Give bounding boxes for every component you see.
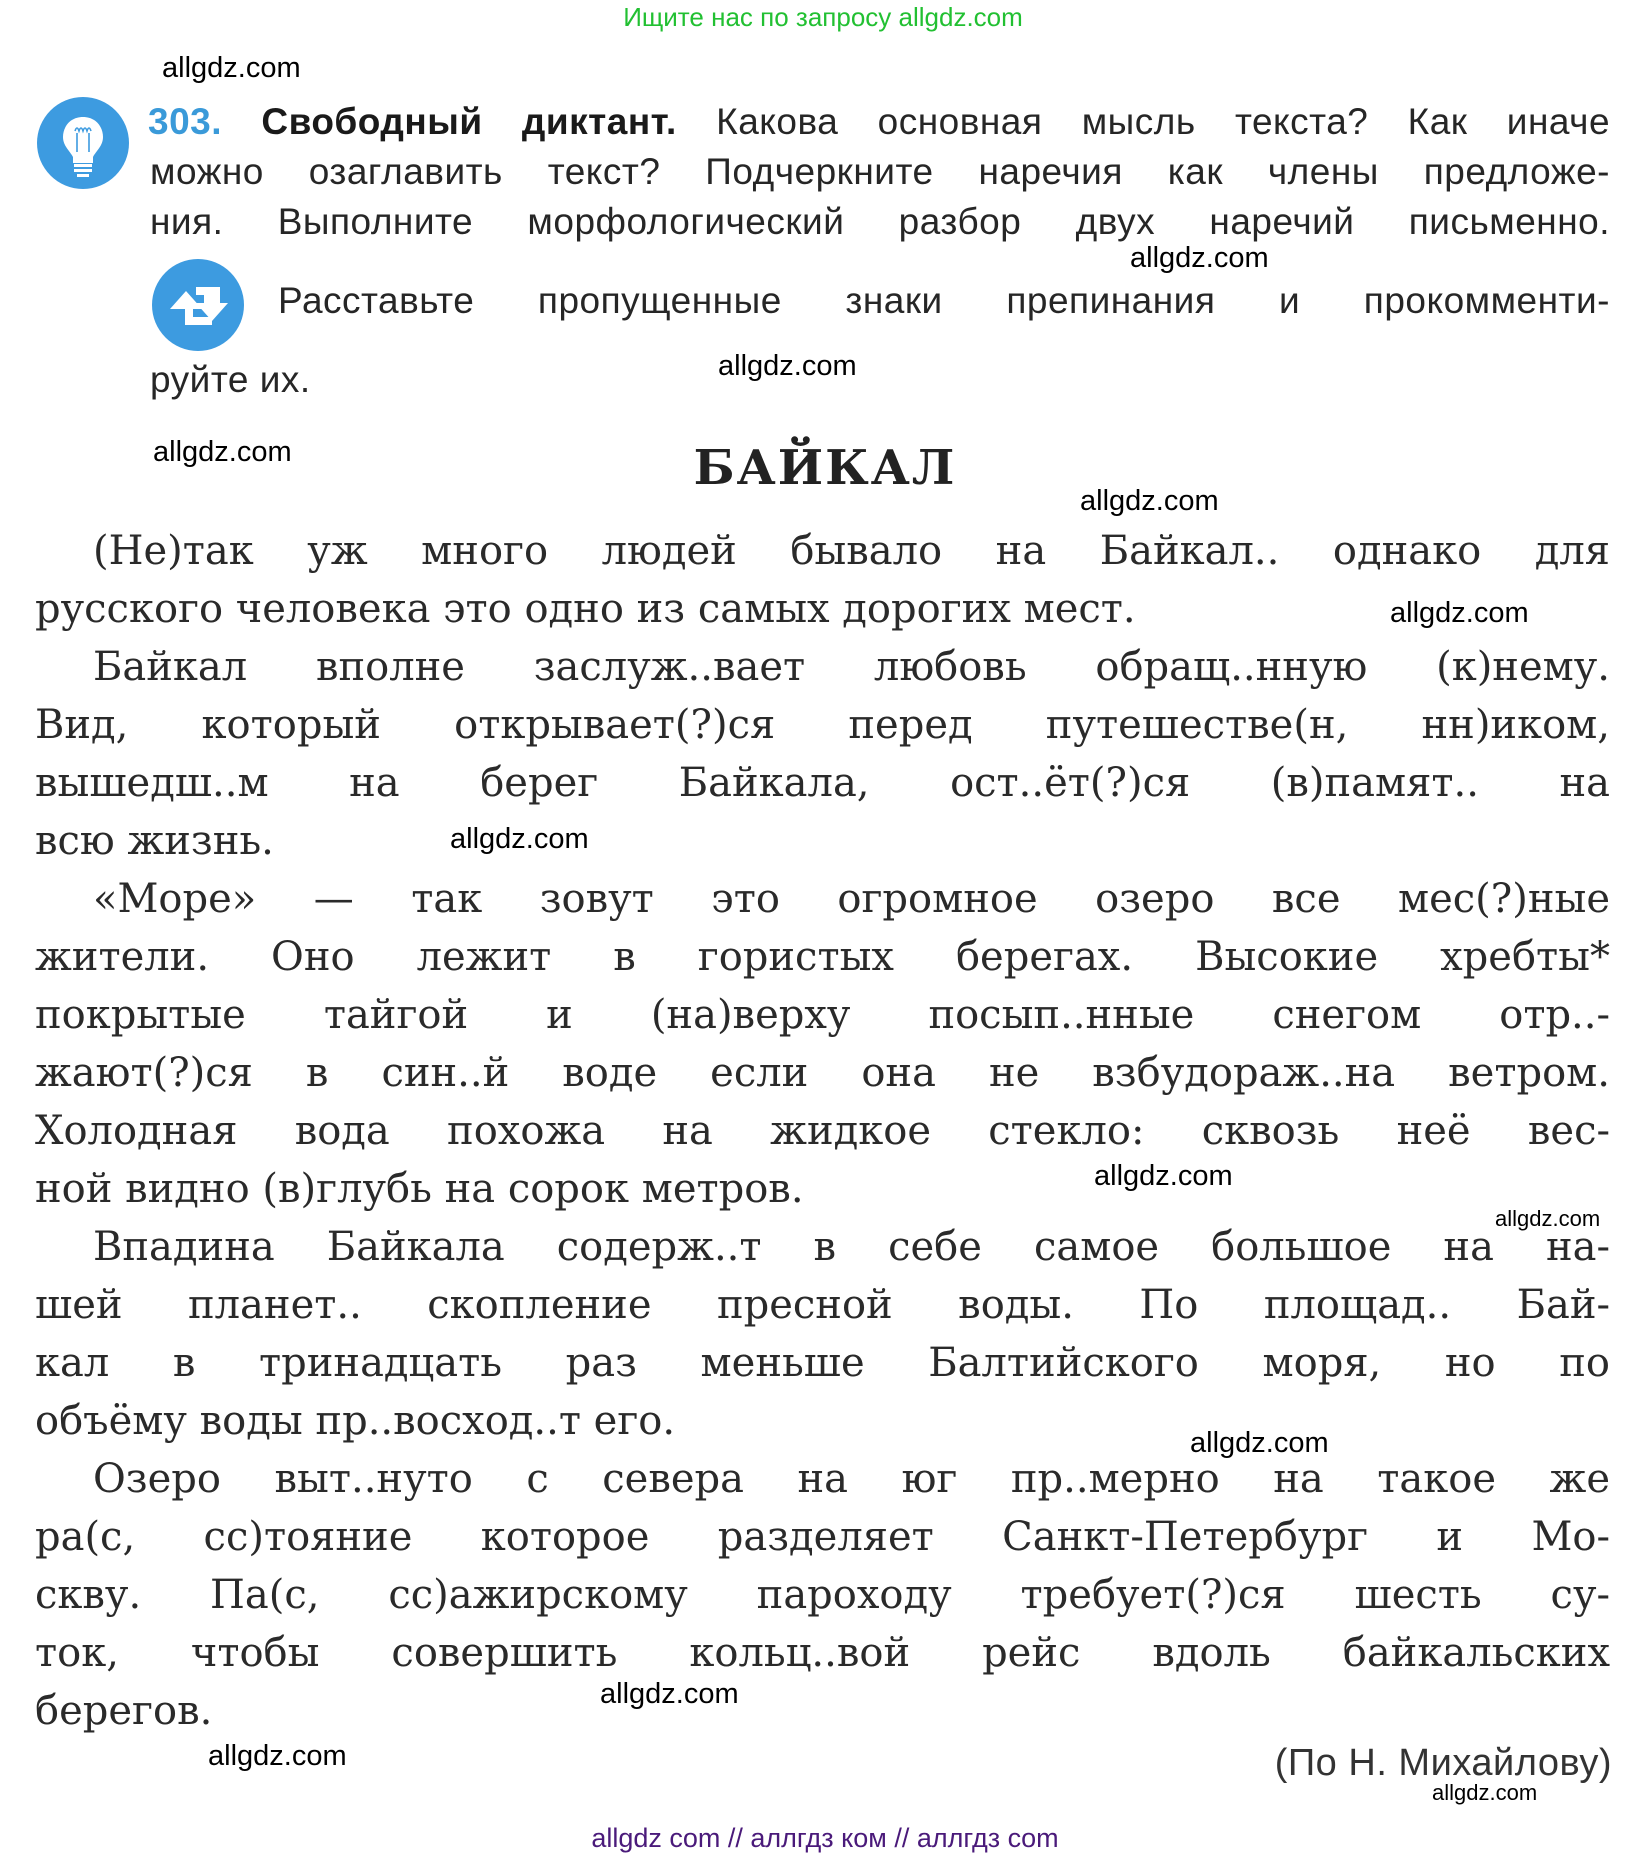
task-text: Какова основная мысль текста? Как иначе [716, 101, 1611, 142]
exercise-task-line: ния. Выполните морфологический разбор двух наречий письменно. [150, 201, 1610, 242]
watermark: allgdz.com [208, 1740, 347, 1772]
text-line: ной видно (в)глубь на сорок метров. [35, 1166, 804, 1212]
watermark: allgdz.com [718, 350, 857, 382]
watermark: allgdz.com [600, 1678, 739, 1710]
text-line: объёму воды пр..восход..т его. [35, 1398, 676, 1444]
extra-task-line: руйте их. [150, 359, 311, 400]
text-line: «Море» — так зовут это огромное озеро все мес(?)ные [93, 876, 1610, 922]
text-line: (Не)так уж много людей бывало на Байкал.. однако для [93, 528, 1610, 574]
text-line: жители. Оно лежит в гористых берегах. Высокие хребты* [35, 934, 1610, 980]
lightbulb-icon [37, 97, 129, 189]
text-line: берегов. [35, 1688, 213, 1734]
exercise-task-line [148, 100, 1610, 144]
text-line: Байкал вполне заслуж..вает любовь обращ..нную (к)нему. [93, 644, 1610, 690]
exercise-number: 303. [148, 101, 223, 142]
text-title: БАЙКАЛ [693, 440, 957, 496]
search-banner: Ищите нас по запросу allgdz.com [623, 2, 1023, 32]
extra-task-line: Расставьте пропущенные знаки препинания и прокомменти- [278, 280, 1610, 321]
watermark: allgdz.com [1130, 242, 1269, 274]
text-line: кал в тринадцать раз меньше Балтийского моря, но по [35, 1340, 1610, 1386]
text-line: жают(?)ся в син..й воде если она не взбудораж..на ветром. [35, 1050, 1610, 1096]
exercise-task-line: можно озаглавить текст? Подчеркните наречия как члены предложе- [150, 151, 1610, 192]
text-line: Холодная вода похожа на жидкое стекло: сквозь неё вес- [35, 1108, 1610, 1154]
recycle-arrows-icon [152, 259, 244, 351]
watermark: allgdz.com [1190, 1427, 1329, 1459]
text-credit: (По Н. Михайлову) [1274, 1742, 1612, 1784]
footer-watermark: allgdz com // аллгдз ком // аллгдз com [591, 1823, 1059, 1853]
text-line: всю жизнь. [35, 818, 274, 864]
watermark: allgdz.com [162, 52, 301, 84]
text-line: ра(с, сс)тояние которое разделяет Санкт-Петербург и Мо- [35, 1514, 1610, 1560]
watermark: allgdz.com [1390, 597, 1529, 629]
text-line: Впадина Байкала содерж..т в себе самое большое на на- [93, 1224, 1610, 1270]
text-line: скву. Па(с, сс)ажирскому пароходу требует(?)ся шесть су- [35, 1572, 1610, 1618]
watermark: allgdz.com [1495, 1206, 1601, 1231]
text-line: покрытые тайгой и (на)верху посып..нные снегом отр..- [35, 992, 1610, 1038]
exercise-heading: Свободный диктант. [261, 101, 677, 142]
watermark: allgdz.com [1094, 1160, 1233, 1192]
text-line: шей планет.. скопление пресной воды. По площад.. Бай- [35, 1282, 1610, 1328]
watermark: allgdz.com [1432, 1780, 1538, 1805]
watermark: allgdz.com [1080, 485, 1219, 517]
text-line: Вид, который открывает(?)ся перед путешестве(н, нн)иком, [35, 702, 1610, 748]
text-line: русского человека это одно из самых дорогих мест. [35, 586, 1136, 632]
text-line: ток, чтобы совершить кольц..вой рейс вдоль байкальских [35, 1630, 1610, 1676]
watermark: allgdz.com [450, 823, 589, 855]
text-line: Озеро выт..нуто с севера на юг пр..мерно на такое же [93, 1456, 1610, 1502]
text-line: вышедш..м на берег Байкала, ост..ёт(?)ся (в)памят.. на [35, 760, 1610, 806]
watermark: allgdz.com [153, 436, 292, 468]
